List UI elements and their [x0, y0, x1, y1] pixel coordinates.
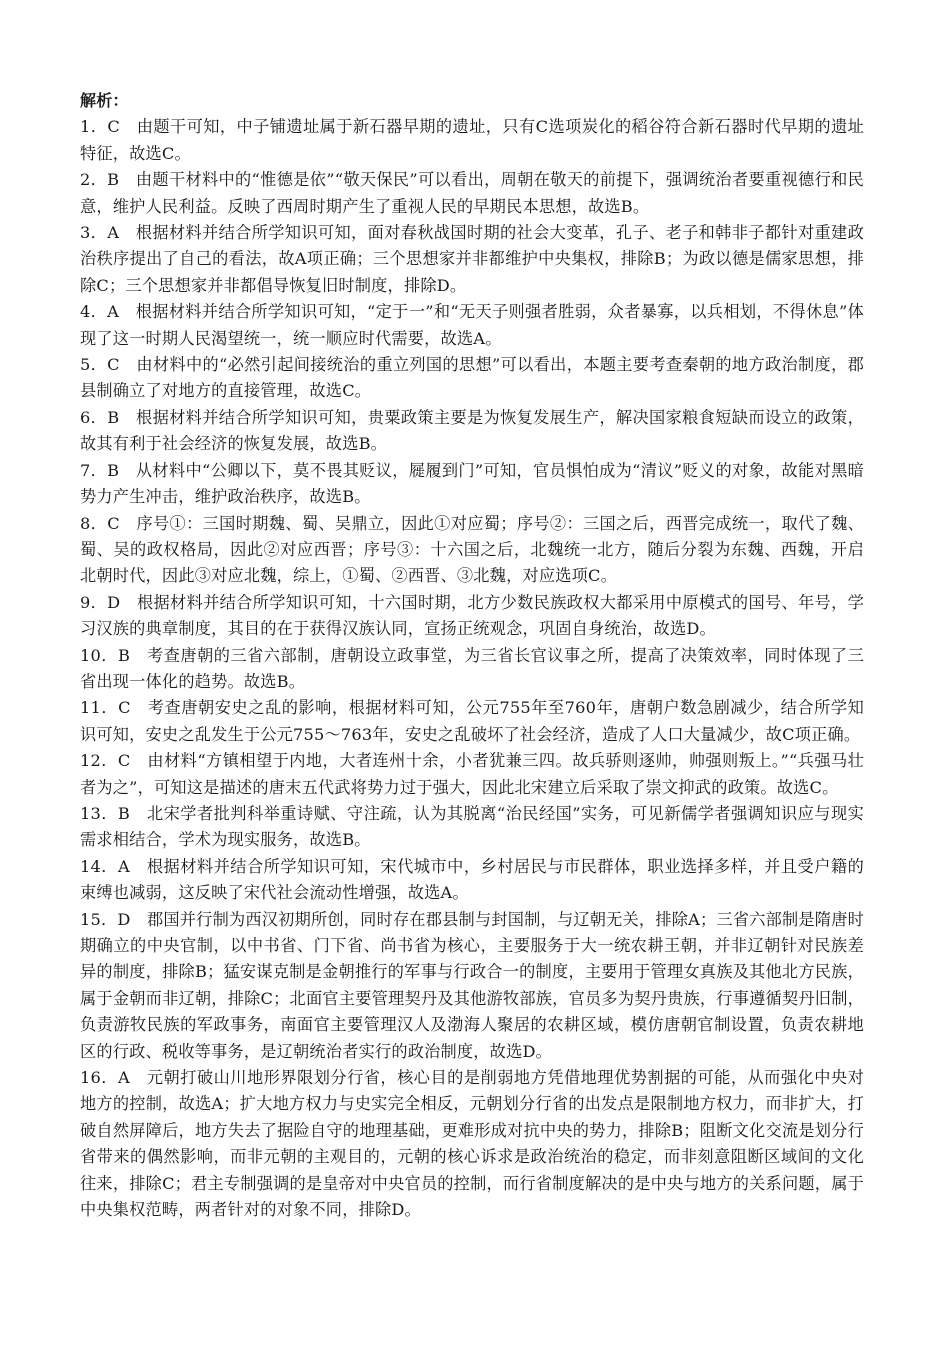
answer-item-2: 2．B 由题干材料中的“惟德是依”“敬天保民”可以看出，周朝在敬天的前提下，强调统治者要重视德行和民意，维护人民利益。反映了西周时期产生了重视人民的早期民本思想，故选B。	[80, 170, 864, 216]
answer-item-9: 9．D 根据材料并结合所学知识可知，十六国时期，北方少数民族政权大都采用中原模式的国号、年号，学习汉族的典章制度，其目的在于获得汉族认同，宣扬正统观念，巩固自身统治，故选D。	[80, 592, 864, 639]
answer-item-15: 15．D 郡国并行制为西汉初期所创，同时存在郡县制与封国制，与辽朝无关，排除A；三省六部制是隋唐时期确立的中央官制，以中书省、门下省、尚书省为核心，主要服务于大一统农耕王朝，并非辽朝针对民族差异的制度，排除B；猛安谋克制是金朝推行的军事与行政合一的制度，主要用于管理女真族及其他北方民族，属于金朝而非辽朝，排除C；北面官主要管理契丹及其他游牧部族，官员多为契丹贵族，行事遵循契丹旧制，负责游牧民族的军政事务，南面官主要管理汉人及渤海人聚居的农耕区域，模仿唐朝官制设置，负责农耕地区的行政、税收等事务，是辽朝统治者实行的政治制度，故选D。	[80, 909, 864, 1061]
answer-item-10: 10．B 考查唐朝的三省六部制，唐朝设立政事堂，为三省长官议事之所，提高了决策效率，同时体现了三省出现一体化的趋势。故选B。	[80, 645, 864, 691]
answer-item-14: 14．A 根据材料并结合所学知识可知，宋代城市中，乡村居民与市民群体，职业选择多样，并且受户籍的束缚也减弱，这反映了宋代社会流动性增强，故选A。	[80, 856, 864, 903]
answer-item-8: 8．C 序号①：三国时期魏、蜀、吴鼎立，因此①对应蜀；序号②：三国之后，西晋完成统一，取代了魏、蜀、吴的政权格局，因此②对应西晋；序号③：十六国之后，北魏统一北方，随后分裂为东魏、西魏，开启北朝时代，因此③对应北魏，综上，①蜀、②西晋、③北魏，对应选项C。	[80, 513, 864, 586]
answer-analysis-page	[80, 88, 864, 1223]
answer-item-5: 5．C 由材料中的“必然引起间接统治的重立列国的思想”可以看出，本题主要考查秦朝的地方政治制度，郡县制确立了对地方的直接管理，故选C。	[80, 355, 864, 401]
answer-item-11: 11．C 考查唐朝安史之乱的影响，根据材料可知，公元755年至760年，唐朝户数急剧减少，结合所学知识可知，安史之乱发生于公元755～763年，安史之乱破坏了社会经济，造成了人口大量减少，故C项正确。	[80, 698, 864, 744]
answer-item-3: 3．A 根据材料并结合所学知识可知，面对春秋战国时期的社会大变革，孔子、老子和韩非子都针对重建政治秩序提出了自己的看法，故A项正确；三个思想家并非都维护中央集权，排除B；为政以德是儒家思想，排除C；三个思想家并非都倡导恢复旧时制度，排除D。	[80, 223, 864, 295]
answer-item-12: 12．C 由材料“方镇相望于内地，大者连州十余，小者犹兼三四。故兵骄则逐帅，帅强则叛上。”“兵强马壮者为之”，可知这是描述的唐末五代武将势力过于强大，因此北宋建立后采取了崇文抑武的政策。故选C。	[80, 751, 864, 797]
answer-item-16: 16．A 元朝打破山川地形界限划分行省，核心目的是削弱地方凭借地理优势割据的可能，从而强化中央对地方的控制，故选A；扩大地方权力与史实完全相反，元朝划分行省的出发点是限制地方权力，而非扩大，打破自然屏障后，地方失去了据险自守的地理基础，更难形成对抗中央的势力，排除B；阻断文化交流是划分行省带来的偶然影响，而非元朝的主观目的，元朝的核心诉求是政治统治的稳定，而非刻意阻断区域间的文化往来，排除C；君主专制强调的是皇帝对中央官员的控制，而行省制度解决的是中央与地方的关系问题，属于中央集权范畴，两者针对的对象不同，排除D。	[80, 1068, 864, 1220]
answer-item-7: 7．B 从材料中“公卿以下，莫不畏其贬议，屣履到门”可知，官员惧怕成为“清议”贬义的对象，故能对黑暗势力产生冲击，维护政治秩序，故选B。	[80, 460, 864, 507]
analysis-heading: 解析：	[80, 91, 129, 110]
answer-item-6: 6．B 根据材料并结合所学知识可知，贵粟政策主要是为恢复发展生产，解决国家粮食短缺而设立的政策，故其有利于社会经济的恢复发展，故选B。	[80, 407, 864, 454]
answer-item-1: 1．C 由题干可知，中子铺遗址属于新石器早期的遗址，只有C选项炭化的稻谷符合新石器时代早期的遗址特征，故选C。	[80, 117, 864, 163]
answer-item-4: 4．A 根据材料并结合所学知识可知，“定于一”和“无天子则强者胜弱，众者暴寡，以兵相划，不得休息”体现了这一时期人民渴望统一，统一顺应时代需要，故选A。	[80, 302, 864, 348]
answer-item-13: 13．B 北宋学者批判科举重诗赋、守注疏，认为其脱离“治民经国”实务，可见新儒学者强调知识应与现实需求相结合，学术为现实服务，故选B。	[80, 803, 864, 850]
